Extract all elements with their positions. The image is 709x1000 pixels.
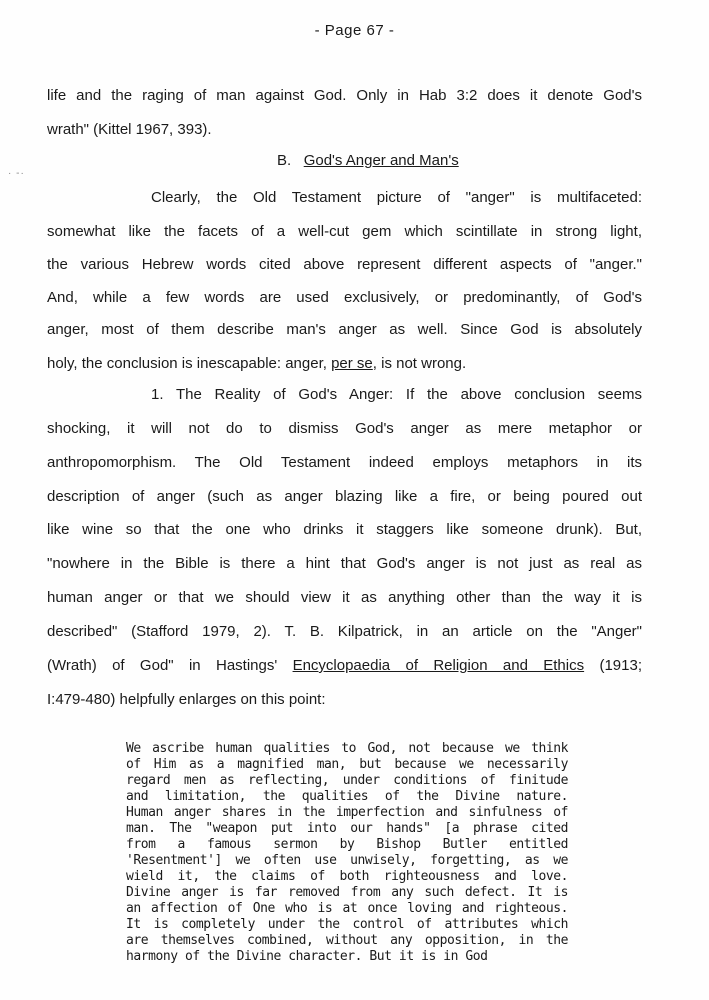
- underlined-title: Encyclopaedia of Religion and Ethics: [292, 657, 585, 674]
- paragraph-1-line: life and the raging of man against God. Only in Hab 3:2 does it denote God's: [47, 87, 642, 104]
- quote-line: an affection of One who is at once loving and righteous.: [126, 901, 568, 916]
- quote-line: Human anger shares in the imperfection and sinfulness of: [126, 805, 568, 820]
- section-heading-title: God's Anger and Man's: [303, 152, 459, 169]
- text-segment: holy, the conclusion is inescapable: anger,: [47, 355, 332, 372]
- section-heading: [277, 152, 459, 169]
- paragraph-2-line: Clearly, the Old Testament picture of "anger" is multifaceted:: [151, 189, 642, 206]
- paragraph-2-line: the various Hebrew words cited above represent different aspects of "anger.": [47, 256, 642, 273]
- quote-line: are themselves combined, without any opposition, in the: [126, 933, 568, 948]
- paragraph-1-line: wrath" (Kittel 1967, 393).: [47, 121, 212, 138]
- paragraph-3-line: human anger or that we should view it as anything other than the way it is: [47, 589, 642, 606]
- quote-line: Divine anger is far removed from any such defect. It is: [126, 885, 568, 900]
- paragraph-3-line: anthropomorphism. The Old Testament indeed employs metaphors in its: [47, 454, 642, 471]
- underlined-term: per se: [331, 355, 373, 372]
- paragraph-3-line: shocking, it will not do to dismiss God's anger as mere metaphor or: [47, 420, 642, 437]
- quote-line: We ascribe human qualities to God, not because we think: [126, 741, 568, 756]
- paragraph-3-line-9: [47, 656, 642, 676]
- section-heading-prefix: B.: [277, 152, 292, 169]
- paragraph-2-last-line: [47, 354, 642, 374]
- quote-line: It is completely under the control of attributes which: [126, 917, 568, 932]
- quote-line: 'Resentment'] we often use unwisely, forgetting, as we: [126, 853, 568, 868]
- scan-margin-mark: · -·: [8, 168, 25, 179]
- page-number: - Page 67 -: [314, 22, 395, 39]
- quote-line: man. The "weapon put into our hands" [a phrase cited: [126, 821, 568, 836]
- quote-line: wield it, the claims of both righteousness and love.: [126, 869, 568, 884]
- paragraph-3-line: 1. The Reality of God's Anger: If the above conclusion seems: [151, 386, 642, 403]
- paragraph-2-line: And, while a few words are used exclusively, or predominantly, of God's: [47, 289, 642, 306]
- text-segment: (1913;: [584, 657, 642, 674]
- text-segment: , is not wrong.: [372, 355, 467, 372]
- quote-line: harmony of the Divine character. But it is in God: [126, 949, 488, 964]
- paragraph-3-line: described" (Stafford 1979, 2). T. B. Kilpatrick, in an article on the "Anger": [47, 623, 642, 640]
- paragraph-2-line: somewhat like the facets of a well-cut gem which scintillate in strong light,: [47, 223, 642, 240]
- paragraph-3-line: I:479-480) helpfully enlarges on this point:: [47, 691, 326, 708]
- quote-line: from a famous sermon by Bishop Butler entitled: [126, 837, 568, 852]
- quote-line: and limitation, the qualities of the Divine nature.: [126, 789, 568, 804]
- paragraph-3-line: description of anger (such as anger blazing like a fire, or being poured out: [47, 488, 642, 505]
- paragraph-3-line: "nowhere in the Bible is there a hint that God's anger is not just as real as: [47, 555, 642, 572]
- quote-line: of Him as a magnified man, but because we necessarily: [126, 757, 568, 772]
- paragraph-2-line: anger, most of them describe man's anger as well. Since God is absolutely: [47, 321, 642, 338]
- quote-line: regard men as reflecting, under conditions of finitude: [126, 773, 568, 788]
- paragraph-3-line: like wine so that the one who drinks it staggers like someone drunk). But,: [47, 521, 642, 538]
- text-segment: (Wrath) of God" in Hastings': [47, 657, 293, 674]
